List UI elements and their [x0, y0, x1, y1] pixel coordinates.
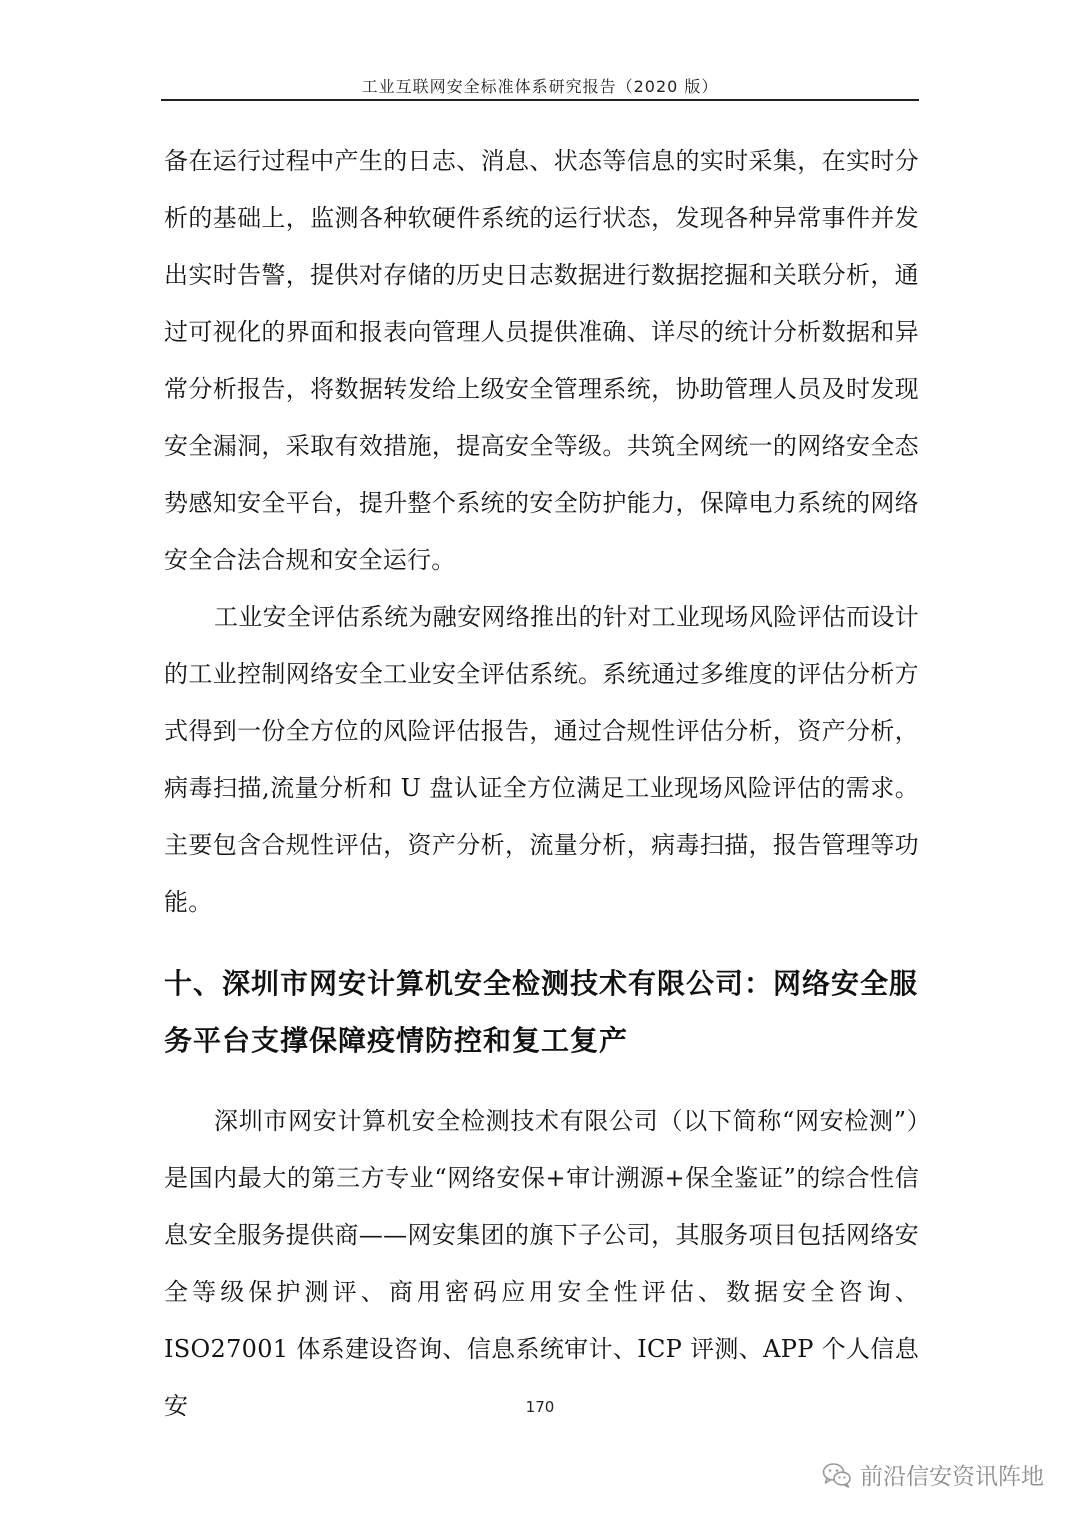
page-body	[164, 133, 919, 1435]
watermark-text: 前沿信安资讯阵地	[860, 1464, 1044, 1490]
page-number: 170	[525, 1398, 555, 1416]
section-heading: 十、深圳市网安计算机安全检测技术有限公司：网络安全服务平台支撑保障疫情防控和复工复产	[164, 967, 919, 1057]
header-divider	[161, 99, 919, 101]
running-header: 工业互联网安全标准体系研究报告（2020 版）	[361, 77, 719, 96]
wechat-watermark	[822, 1458, 1044, 1491]
wechat-icon	[822, 1462, 852, 1488]
paragraph-company-intro: 深圳市网安计算机安全检测技术有限公司（以下简称“网安检测”）是国内最大的第三方专业“网络安保+审计溯源+保全鉴证”的综合性信息安全服务提供商——网安集团的旗下子公司，其服务项目包括网络安全等级保护测评、商用密码应用安全性评估、数据安全咨询、ISO27001 体系建设咨询、信息系统审计、ICP 评测、APP 个人信息安	[164, 1107, 919, 1420]
paragraph-continued: 备在运行过程中产生的日志、消息、状态等信息的实时采集，在实时分析的基础上，监测各种软硬件系统的运行状态，发现各种异常事件并发出实时告警，提供对存储的历史日志数据进行数据挖掘和关联分析，通过可视化的界面和报表向管理人员提供准确、详尽的统计分析数据和异常分析报告，将数据转发给上级安全管理系统，协助管理人员及时发现安全漏洞，采取有效措施，提高安全等级。共筑全网统一的网络安全态势感知安全平台，提升整个系统的安全防护能力，保障电力系统的网络安全合法合规和安全运行。	[164, 147, 919, 574]
paragraph-assessment-system: 工业安全评估系统为融安网络推出的针对工业现场风险评估而设计的工业控制网络安全工业安全评估系统。系统通过多维度的评估分析方式得到一份全方位的风险评估报告，通过合规性评估分析，资产分析，病毒扫描,流量分析和 U 盘认证全方位满足工业现场风险评估的需求。主要包含合规性评估，资产分析，流量分析，病毒扫描，报告管理等功能。	[164, 603, 919, 916]
